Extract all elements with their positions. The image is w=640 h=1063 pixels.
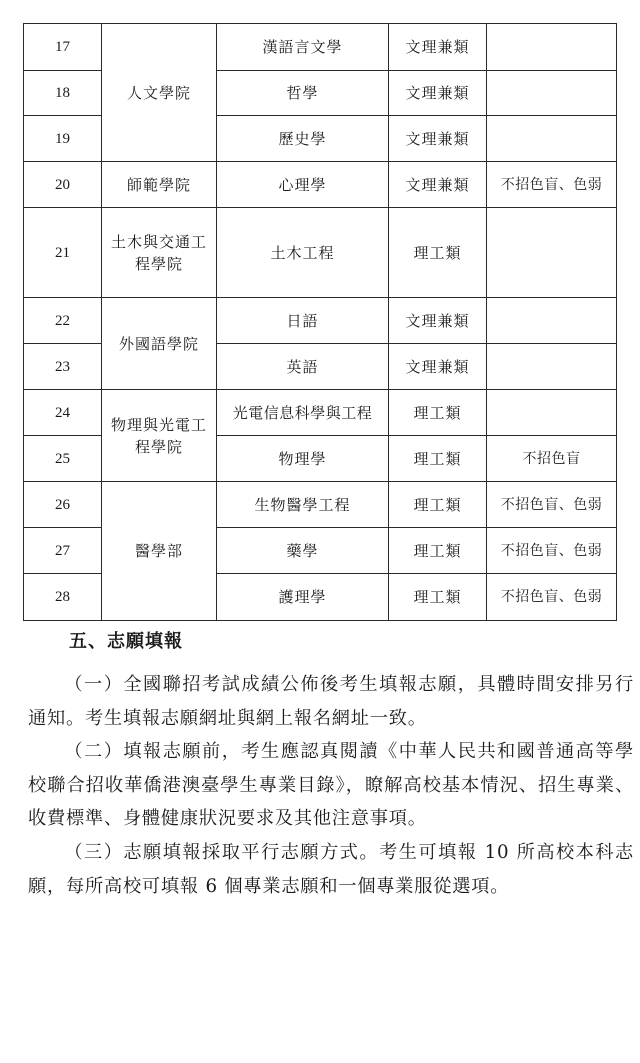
requirement-cell: [487, 344, 617, 390]
table-row: [24, 162, 617, 208]
requirement-cell: 不招色盲、色弱: [487, 482, 617, 528]
paragraph-1: （一）全國聯招考試成績公佈後考生填報志願，具體時間安排另行通知。考生填報志願網址與網上報名網址一致。: [28, 674, 634, 729]
section-heading: 五、志願填報: [69, 631, 183, 652]
requirement-cell: 不招色盲、色弱: [487, 528, 617, 574]
row-number: 26: [24, 482, 102, 528]
row-number: 24: [24, 390, 102, 436]
category-cell: 文理兼類: [389, 24, 487, 71]
college-cell: 土木與交通工程學院: [102, 208, 217, 298]
row-number: 21: [24, 208, 102, 298]
major-cell: 哲學: [217, 71, 389, 116]
row-number: 25: [24, 436, 102, 482]
category-cell: 理工類: [389, 208, 487, 298]
major-cell: 日語: [217, 298, 389, 344]
major-cell: 藥學: [217, 528, 389, 574]
category-cell: 文理兼類: [389, 344, 487, 390]
requirement-cell: [487, 298, 617, 344]
college-cell: 人文學院: [102, 24, 217, 162]
category-cell: 文理兼類: [389, 116, 487, 162]
row-number: 23: [24, 344, 102, 390]
row-number: 27: [24, 528, 102, 574]
requirement-cell: 不招色盲: [487, 436, 617, 482]
paragraph-3: （三）志願填報採取平行志願方式。考生可填報 10 所高校本科志願，每所高校可填報 6 個專業志願和一個專業服從選項。: [28, 841, 634, 897]
table-row: [24, 298, 617, 344]
row-number: 22: [24, 298, 102, 344]
major-cell: 歷史學: [217, 116, 389, 162]
requirement-cell: [487, 208, 617, 298]
category-cell: 理工類: [389, 436, 487, 482]
requirement-cell: [487, 71, 617, 116]
major-cell: 心理學: [217, 162, 389, 208]
requirement-cell: [487, 24, 617, 71]
requirement-cell: 不招色盲、色弱: [487, 574, 617, 621]
section-body: [28, 668, 634, 903]
category-cell: 理工類: [389, 390, 487, 436]
row-number: 28: [24, 574, 102, 621]
major-cell: 土木工程: [217, 208, 389, 298]
college-cell: 外國語學院: [102, 298, 217, 390]
row-number: 20: [24, 162, 102, 208]
row-number: 17: [24, 24, 102, 71]
college-cell: 物理與光電工程學院: [102, 390, 217, 482]
category-cell: 理工類: [389, 528, 487, 574]
majors-table: [23, 23, 617, 621]
college-cell: 師範學院: [102, 162, 217, 208]
category-cell: 文理兼類: [389, 298, 487, 344]
major-cell: 生物醫學工程: [217, 482, 389, 528]
paragraph-2: （二）填報志願前，考生應認真閱讀《中華人民共和國普通高等學校聯合招收華僑港澳臺學生專業目錄》，瞭解高校基本情況、招生專業、收費標準、身體健康狀況要求及其他注意事項。: [28, 741, 634, 830]
table-row: [24, 482, 617, 528]
category-cell: 文理兼類: [389, 162, 487, 208]
category-cell: 理工類: [389, 482, 487, 528]
category-cell: 理工類: [389, 574, 487, 621]
category-cell: 文理兼類: [389, 71, 487, 116]
table-row: [24, 24, 617, 71]
row-number: 18: [24, 71, 102, 116]
requirement-cell: 不招色盲、色弱: [487, 162, 617, 208]
requirement-cell: [487, 390, 617, 436]
college-cell: 醫學部: [102, 482, 217, 621]
major-cell: 漢語言文學: [217, 24, 389, 71]
table-row: [24, 208, 617, 298]
major-cell: 護理學: [217, 574, 389, 621]
requirement-cell: [487, 116, 617, 162]
row-number: 19: [24, 116, 102, 162]
table-row: [24, 390, 617, 436]
major-cell: 英語: [217, 344, 389, 390]
major-cell: 光電信息科學與工程: [217, 390, 389, 436]
major-cell: 物理學: [217, 436, 389, 482]
